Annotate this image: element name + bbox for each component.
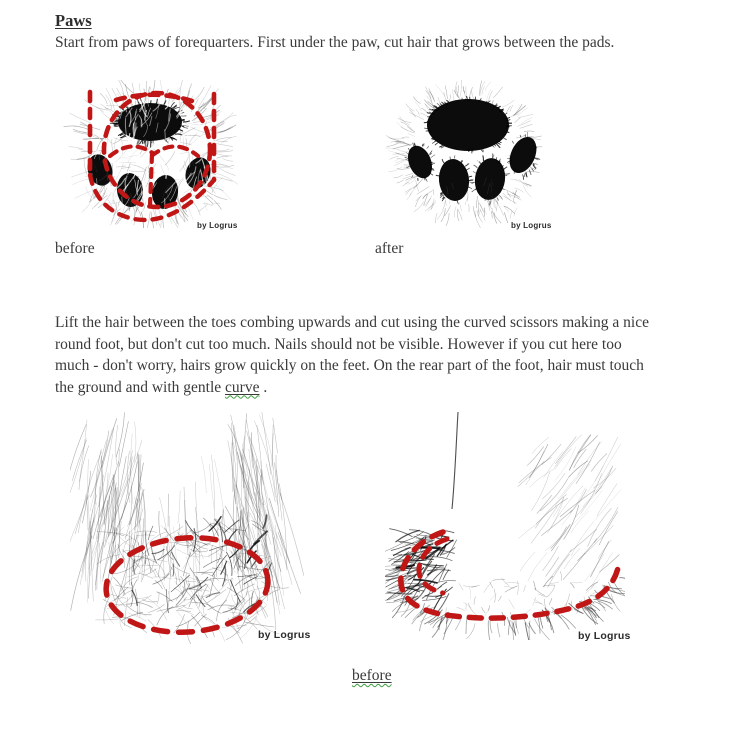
figure-credit: by Logrus	[511, 221, 552, 230]
paragraph-line: much - don't worry, hairs grow quickly on the feet. On the rear part of the foot, hair must touch	[55, 357, 644, 374]
label-before-bottom: before	[352, 667, 392, 684]
figure-credit: by Logrus	[258, 629, 311, 641]
figure-credit: by Logrus	[578, 630, 631, 642]
paragraph-line	[55, 377, 649, 399]
figure-rear-hock-before	[385, 412, 625, 640]
figure-paw-underside-before	[62, 80, 262, 228]
label-before-top: before	[55, 240, 95, 257]
paragraph-line: round foot, but don't cut too much. Nails should not be visible. However if you cut here too	[55, 335, 622, 353]
paragraph-text: the ground and with gentle	[55, 378, 226, 396]
figure-credit: by Logrus	[197, 221, 238, 230]
instruction-paragraph	[55, 312, 649, 398]
section-heading: Paws	[55, 11, 92, 30]
intro-paragraph: Start from paws of forequarters. First under the paw, cut hair that grows between the pads.	[55, 34, 615, 51]
paragraph-line: Lift the hair between the toes combing upwards and cut using the curved scissors making a nice	[55, 314, 650, 331]
figure-paw-underside-after	[380, 80, 545, 228]
paragraph-text: .	[259, 378, 268, 396]
figure-front-foot-before	[70, 412, 325, 644]
spellcheck-flagged-word: curve	[225, 378, 260, 396]
label-after-top: after	[375, 240, 404, 257]
